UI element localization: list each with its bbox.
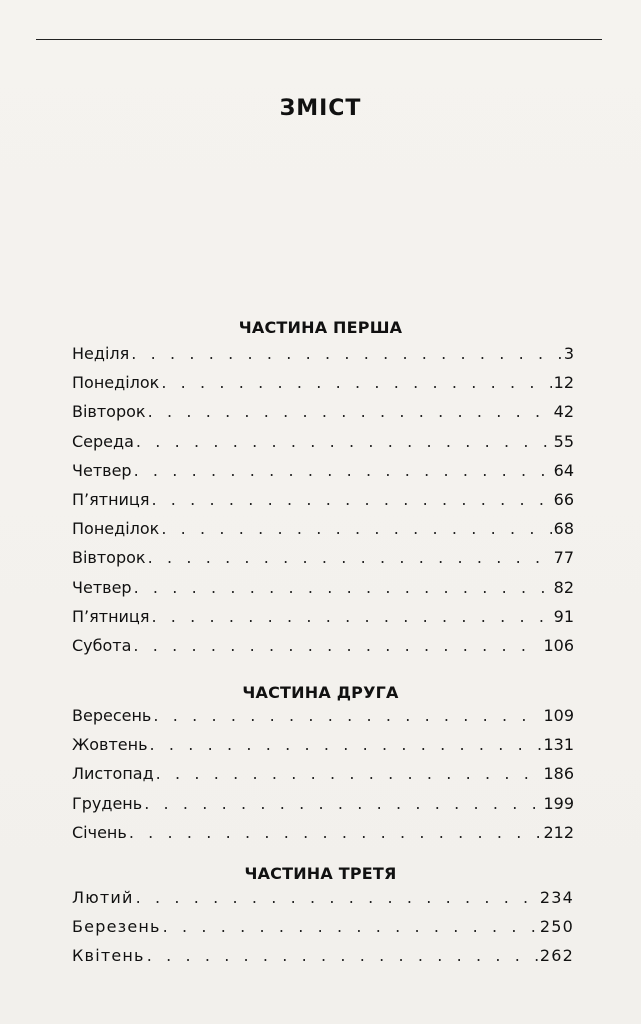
toc-entry-page: 212 xyxy=(543,822,574,842)
toc-entry xyxy=(72,946,574,975)
toc-entry-page: 3 xyxy=(563,344,574,363)
toc-entry-title: Вівторок xyxy=(72,402,146,422)
toc-leader xyxy=(151,490,551,510)
toc-leader xyxy=(153,706,541,726)
toc-leader xyxy=(148,402,552,422)
part-heading-3: ЧАСТИНА ТРЕТЯ xyxy=(244,864,397,883)
toc-leader xyxy=(144,794,541,814)
toc-entry-title: Понеділок xyxy=(72,373,160,393)
toc-entry xyxy=(72,578,574,607)
toc-entry-page: 250 xyxy=(539,917,574,937)
toc-entry-title: Четвер xyxy=(72,460,132,480)
toc-entry-title: Понеділок xyxy=(72,519,160,539)
toc-list-part-2 xyxy=(72,706,574,852)
toc-leader xyxy=(163,917,538,937)
toc-leader xyxy=(161,519,551,539)
toc-leader xyxy=(134,461,552,481)
toc-entry-title: Грудень xyxy=(72,793,143,813)
toc-entry xyxy=(72,764,574,793)
toc-leader xyxy=(134,578,552,598)
toc-entry-title: Жовтень xyxy=(72,735,148,755)
toc-entry xyxy=(72,432,574,461)
toc-entry-title: Вівторок xyxy=(72,548,146,568)
toc-entry-title: П’ятниця xyxy=(72,489,150,509)
toc-entry xyxy=(72,519,574,548)
toc-leader xyxy=(151,607,551,627)
toc-entry-title: Неділя xyxy=(72,344,130,363)
toc-entry-page: 64 xyxy=(553,460,574,480)
toc-list-part-1 xyxy=(72,344,574,665)
toc-entry-title: Квітень xyxy=(72,946,145,966)
toc-entry xyxy=(72,461,574,490)
page-title: ЗМІСТ xyxy=(279,96,362,121)
toc-entry-title: П’ятниця xyxy=(72,606,150,626)
toc-leader xyxy=(129,823,542,843)
toc-leader xyxy=(148,548,552,568)
toc-entry-page: 77 xyxy=(553,548,574,568)
toc-leader xyxy=(161,373,551,393)
toc-entry-page: 262 xyxy=(539,946,574,966)
toc-entry-page: 12 xyxy=(553,373,574,393)
part-heading-1: ЧАСТИНА ПЕРША xyxy=(238,318,403,337)
toc-list-part-3 xyxy=(72,888,574,976)
toc-entry-title: Субота xyxy=(72,635,132,655)
toc-entry-title: Березень xyxy=(72,917,161,937)
toc-entry xyxy=(72,548,574,577)
toc-entry xyxy=(72,888,574,917)
toc-entry-page: 66 xyxy=(553,489,574,509)
toc-entry xyxy=(72,344,574,373)
toc-entry-title: Січень xyxy=(72,822,127,842)
toc-leader xyxy=(136,432,552,452)
toc-entry-page: 131 xyxy=(543,735,574,755)
toc-entry xyxy=(72,823,574,852)
toc-entry-page: 109 xyxy=(543,706,574,725)
toc-entry-page: 199 xyxy=(543,793,574,813)
toc-leader xyxy=(136,888,538,908)
toc-entry xyxy=(72,917,574,946)
toc-entry-page: 186 xyxy=(543,764,574,784)
toc-entry xyxy=(72,402,574,431)
part-heading-2: ЧАСТИНА ДРУГА xyxy=(242,683,399,702)
toc-leader xyxy=(147,946,538,966)
toc-entry-page: 42 xyxy=(553,402,574,422)
toc-entry-title: Лютий xyxy=(72,888,134,907)
toc-entry xyxy=(72,636,574,665)
toc-entry xyxy=(72,735,574,764)
toc-leader xyxy=(131,344,562,364)
toc-entry-title: Вересень xyxy=(72,706,152,725)
toc-entry xyxy=(72,794,574,823)
toc-entry xyxy=(72,706,574,735)
toc-entry xyxy=(72,373,574,402)
toc-entry-title: Середа xyxy=(72,431,134,451)
toc-entry-page: 91 xyxy=(553,606,574,626)
toc-entry-page: 68 xyxy=(553,519,574,539)
toc-entry-title: Листопад xyxy=(72,764,154,784)
toc-entry-page: 234 xyxy=(539,888,574,907)
toc-entry xyxy=(72,607,574,636)
toc-entry xyxy=(72,490,574,519)
toc-leader xyxy=(150,735,542,755)
toc-entry-title: Четвер xyxy=(72,577,132,597)
toc-leader xyxy=(133,636,541,656)
toc-entry-page: 55 xyxy=(553,431,574,451)
toc-entry-page: 82 xyxy=(553,577,574,597)
toc-leader xyxy=(156,764,542,784)
toc-entry-page: 106 xyxy=(543,635,574,655)
top-rule xyxy=(36,39,602,40)
